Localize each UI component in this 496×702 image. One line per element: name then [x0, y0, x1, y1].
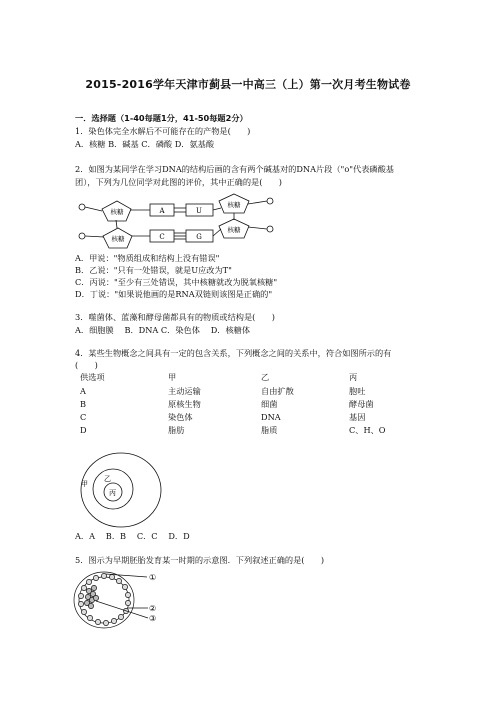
table-cell: 自由扩散 — [261, 386, 294, 396]
table-cell: DNA — [261, 412, 281, 422]
embryo-mark-1: ① — [149, 573, 157, 582]
sugar-label-bottom-left: 核糖 — [111, 235, 125, 243]
q2-option-c: C．丙说："至少有三处错误，其中核糖就改为脱氧核糖" — [75, 277, 278, 287]
embryo-mark-3: ③ — [149, 614, 157, 623]
section-heading: 一．选择题（1-40每题1分，41-50每题2分） — [75, 113, 248, 123]
circle-label-middle: 乙 — [104, 475, 111, 483]
concept-circles-diagram — [76, 451, 162, 529]
page-title: 2015-2016学年天津市蓟县一中高三（上）第一次月考生物试卷 — [85, 78, 411, 91]
q2-option-a: A．甲说："物质组成和结构上没有错误" — [75, 253, 220, 263]
table-cell: C — [80, 412, 87, 422]
table-cell: 细菌 — [261, 399, 278, 409]
table-cell: 基因 — [349, 412, 366, 422]
table-cell: 脂肪 — [168, 425, 185, 435]
table-cell: A — [80, 386, 86, 396]
q1-stem: 1．染色体完全水解后不可能存在的产物是( ) — [75, 126, 251, 136]
embryo-mark-2: ② — [149, 604, 157, 613]
table-cell: 染色体 — [168, 412, 193, 422]
sugar-label-bottom-right: 核糖 — [227, 226, 241, 234]
table-header-cell: 乙 — [261, 372, 270, 382]
table-row — [80, 386, 420, 397]
q3-stem: 3．噬菌体、蓝藻和酵母菌都具有的物质或结构是( ) — [75, 312, 275, 322]
q5-stem: 5．图示为早期胚胎发育某一时期的示意图．下列叙述正确的是( ) — [75, 555, 325, 565]
dna-diagram — [76, 192, 276, 250]
table-cell: 胞吐 — [349, 386, 366, 396]
q2-stem-line1: 2．如图为某同学在学习DNA的结构后画的含有两个碱基对的DNA片段（"o"代表磷酸基 — [75, 164, 394, 174]
table-row — [80, 399, 420, 410]
sugar-label-top-right: 核糖 — [227, 201, 241, 209]
table-cell: 脂质 — [261, 425, 278, 435]
q2-option-b: B．乙说："只有一处错误，就是U应改为T" — [75, 265, 232, 275]
circle-label-outer: 甲 — [81, 480, 88, 488]
q4-stem-line1: 4．某些生物概念之间具有一定的包含关系，下列概念之间的关系中，符合如图所示的有 — [75, 348, 392, 358]
embryo-diagram — [70, 568, 170, 632]
q2-option-d: D．丁说："如果说他画的是RNA双链则该图是正确的" — [75, 289, 273, 299]
base-u-label: U — [196, 207, 202, 215]
table-header-row — [80, 372, 420, 383]
table-header-cell: 供选项 — [80, 372, 105, 382]
table-header-cell: 丙 — [349, 372, 358, 382]
table-cell: D — [80, 425, 87, 435]
q3-options: A．细胞膜 B．DNA C．染色体 D．核糖体 — [75, 325, 251, 335]
table-cell: 原核生物 — [168, 399, 201, 409]
base-c-label: C — [159, 233, 165, 241]
table-cell: B — [80, 399, 87, 409]
table-cell: 酵母菌 — [349, 399, 374, 409]
table-row — [80, 425, 420, 436]
table-cell: C、H、O — [349, 425, 386, 435]
table-row — [80, 412, 420, 423]
base-a-label: A — [159, 207, 165, 215]
base-g-label: G — [196, 233, 202, 241]
table-header-cell: 甲 — [168, 372, 177, 382]
circle-label-inner: 丙 — [109, 489, 116, 497]
q4-stem-line2: ( ) — [75, 360, 98, 370]
table-cell: 主动运输 — [168, 386, 201, 396]
q4-options: A．A B．B C．C D．D — [75, 531, 190, 541]
sugar-label-top-left: 核糖 — [110, 208, 124, 216]
q2-stem-line2: 团），下列为几位同学对此图的评价，其中正确的是( ) — [75, 177, 282, 187]
q1-options: A．核糖 B．碱基 C．磷酸 D．氨基酸 — [75, 139, 215, 149]
